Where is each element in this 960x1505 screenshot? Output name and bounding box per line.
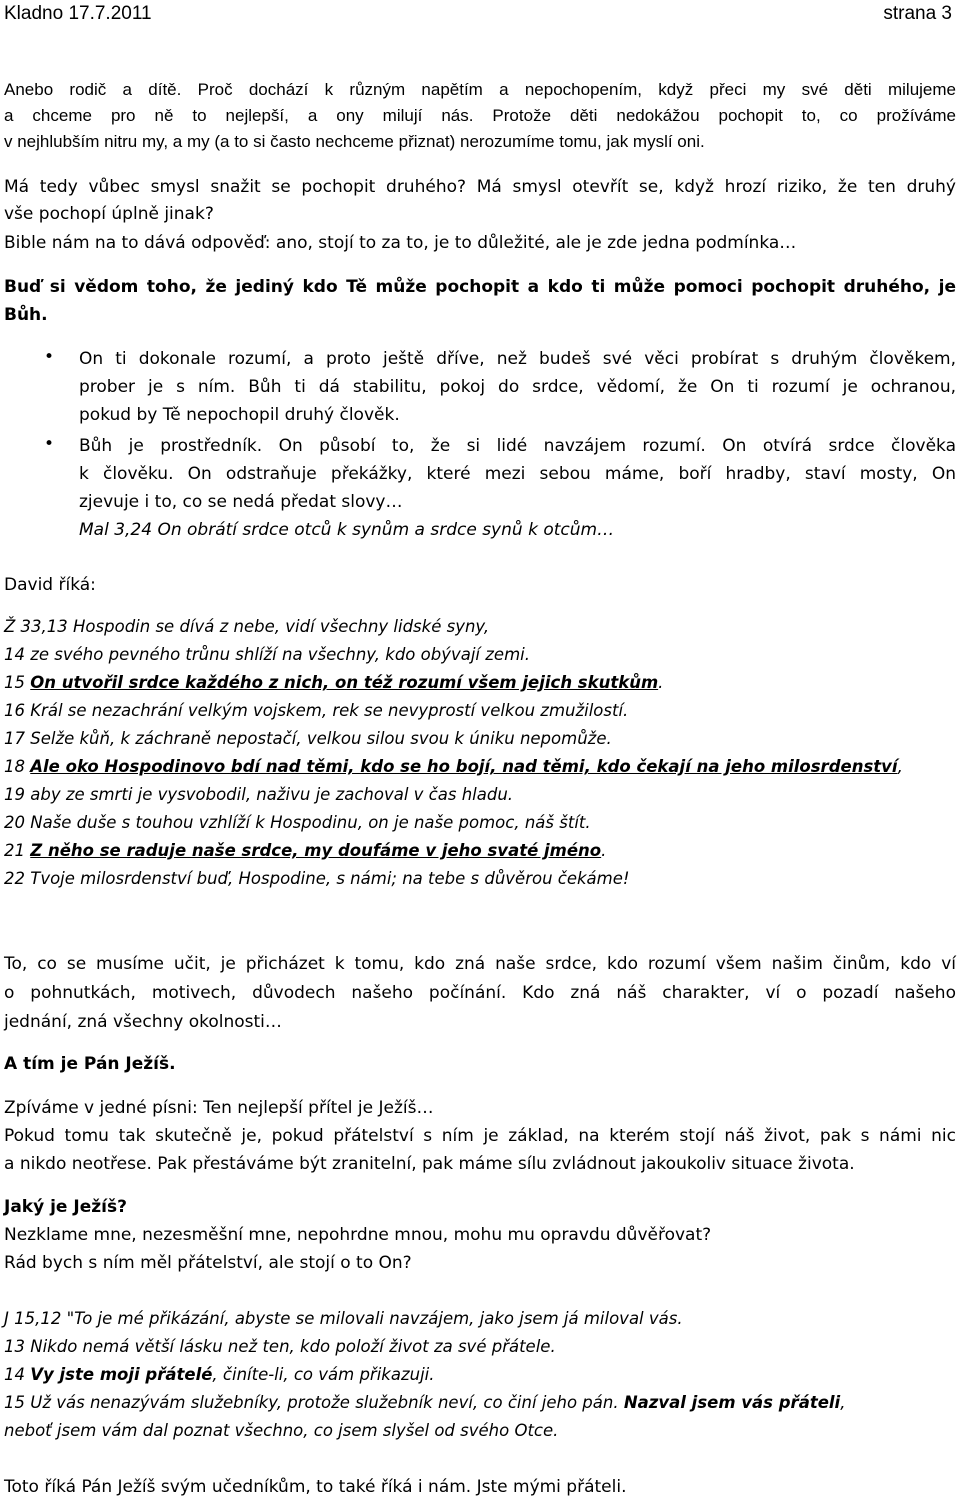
paragraph-line: To, co se musíme učit, je přicházet k tomu, kdo zná naše srdce, kdo rozumí všem našim činům, kdo ví — [4, 954, 956, 974]
psalm-verse: 21 Z něho se raduje naše srdce, my doufáme v jeho svaté jméno. — [4, 841, 607, 860]
gospel-verse: 14 Vy jste moji přátelé, činíte-li, co vám přikazuji. — [4, 1365, 435, 1384]
gospel-verse: neboť jsem vám dal poznat všechno, co jsem slyšel od svého Otce. — [4, 1421, 559, 1440]
paragraph-line: jednání, zná všechny okolnosti… — [4, 1012, 282, 1032]
bold-statement-line: Buď si vědom toho, že jediný kdo Tě může pochopit a kdo ti může pomoci pochopit druhého, je — [4, 277, 956, 297]
psalm-verse: 15 On utvořil srdce každého z nich, on též rozumí všem jejich skutkům. — [4, 673, 664, 692]
header-page-number: strana 3 — [883, 3, 952, 24]
psalm-verse: 19 aby ze smrti je vysvobodil, naživu je zachoval v čas hladu. — [4, 785, 514, 804]
paragraph-line: Má tedy vůbec smysl snažit se pochopit druhého? Má smysl otevřít se, když hrozí riziko, že ten druhý — [4, 177, 956, 197]
header-date: Kladno 17.7.2011 — [4, 3, 152, 24]
gospel-verse: J 15,12 "To je mé přikázání, abyste se milovali navzájem, jako jsem já miloval vás. — [4, 1309, 683, 1328]
paragraph-line: Bible nám na to dává odpověď: ano, stojí to za to, je to důležité, ale je zde jedna podmínka… — [4, 233, 797, 253]
paragraph-line: v nejhlubším nitru my, a my (a to si často nechceme přiznat) nerozumíme tomu, jak myslí oni. — [4, 132, 705, 151]
bible-quote: Mal 3,24 On obrátí srdce otců k synům a srdce synů k otcům… — [79, 520, 615, 540]
psalm-verse: 14 ze svého pevného trůnu shlíží na všechny, kdo obývají zemi. — [4, 645, 530, 664]
gospel-verse: 13 Nikdo nemá větší lásku než ten, kdo položí život za své přátele. — [4, 1337, 556, 1356]
paragraph-line: Zpíváme v jedné písni: Ten nejlepší přítel je Ježíš… — [4, 1098, 434, 1118]
bullet-line: k člověku. On odstraňuje překážky, které mezi sebou máme, boří hradby, staví mosty, On — [79, 464, 956, 484]
gospel-verse: 15 Už vás nenazývám služebníky, protože služebník neví, co činí jeho pán. Nazval jsem vás přáteli, — [4, 1393, 846, 1412]
bullet-line: prober je s ním. Bůh ti dá stabilitu, pokoj do srdce, vědomí, že On ti rozumí je ochranou, — [79, 377, 956, 397]
bold-statement-line: Bůh. — [4, 305, 48, 325]
paragraph-line: o pohnutkách, motivech, důvodech našeho počínání. Kdo zná náš charakter, ví o pozadí našeho — [4, 983, 956, 1003]
psalm-verse: 16 Král se nezachrání velkým vojskem, rek se nevyprostí velkou zmužilostí. — [4, 701, 629, 720]
psalm-verse: 17 Selže kůň, k záchraně nepostačí, velkou silou svou k úniku nepomůže. — [4, 729, 612, 748]
bullet-line: Bůh je prostředník. On působí to, že si lidé navzájem rozumí. On otvírá srdce člověka — [79, 436, 956, 456]
bullet-dot: • — [44, 347, 55, 367]
paragraph-line: a nikdo neotřese. Pak přestáváme být zranitelní, pak máme sílu zvládnout jakoukoliv situace života. — [4, 1154, 855, 1174]
question-heading: Jaký je Ježíš? — [4, 1197, 127, 1217]
psalm-verse: 20 Naše duše s touhou vzhlíží k Hospodinu, on je naše pomoc, náš štít. — [4, 813, 591, 832]
paragraph-line: a chceme pro ně to nejlepší, a ony milují nás. Protože děti nedokážou pochopit to, co prožíváme — [4, 106, 956, 125]
paragraph-line: Nezklame mne, nezesměšní mne, nepohrdne mnou, mohu mu opravdu důvěřovat? — [4, 1225, 712, 1245]
psalm-verse: Ž 33,13 Hospodin se dívá z nebe, vidí všechny lidské syny, — [4, 617, 490, 636]
paragraph-line: Anebo rodič a dítě. Proč dochází k různým napětím a nepochopením, když přeci my své děti milujeme — [4, 80, 956, 99]
bold-statement: A tím je Pán Ježíš. — [4, 1054, 176, 1074]
paragraph-line: Rád bych s ním měl přátelství, ale stojí o to On? — [4, 1253, 412, 1273]
bullet-line: On ti dokonale rozumí, a proto ještě dříve, než budeš své věci probírat s druhým člověkem, — [79, 349, 956, 369]
paragraph-line: Pokud tomu tak skutečně je, pokud přátelství s ním je základ, na kterém stojí náš život, pak s námi nic — [4, 1126, 956, 1146]
bullet-dot: • — [44, 434, 55, 454]
section-label: David říká: — [4, 575, 96, 595]
closing-line: Toto říká Pán Ježíš svým učedníkům, to také říká i nám. Jste mými přáteli. — [4, 1477, 627, 1497]
bullet-line: zjevuje i to, co se nedá předat slovy… — [79, 492, 403, 512]
psalm-verse: 22 Tvoje milosrdenství buď, Hospodine, s námi; na tebe s důvěrou čekáme! — [4, 869, 630, 888]
paragraph-line: vše pochopí úplně jinak? — [4, 204, 214, 224]
bullet-line: pokud by Tě nepochopil druhý člověk. — [79, 405, 400, 425]
psalm-verse: 18 Ale oko Hospodinovo bdí nad těmi, kdo se ho bojí, nad těmi, kdo čekají na jeho milosrdenství, — [4, 757, 903, 776]
